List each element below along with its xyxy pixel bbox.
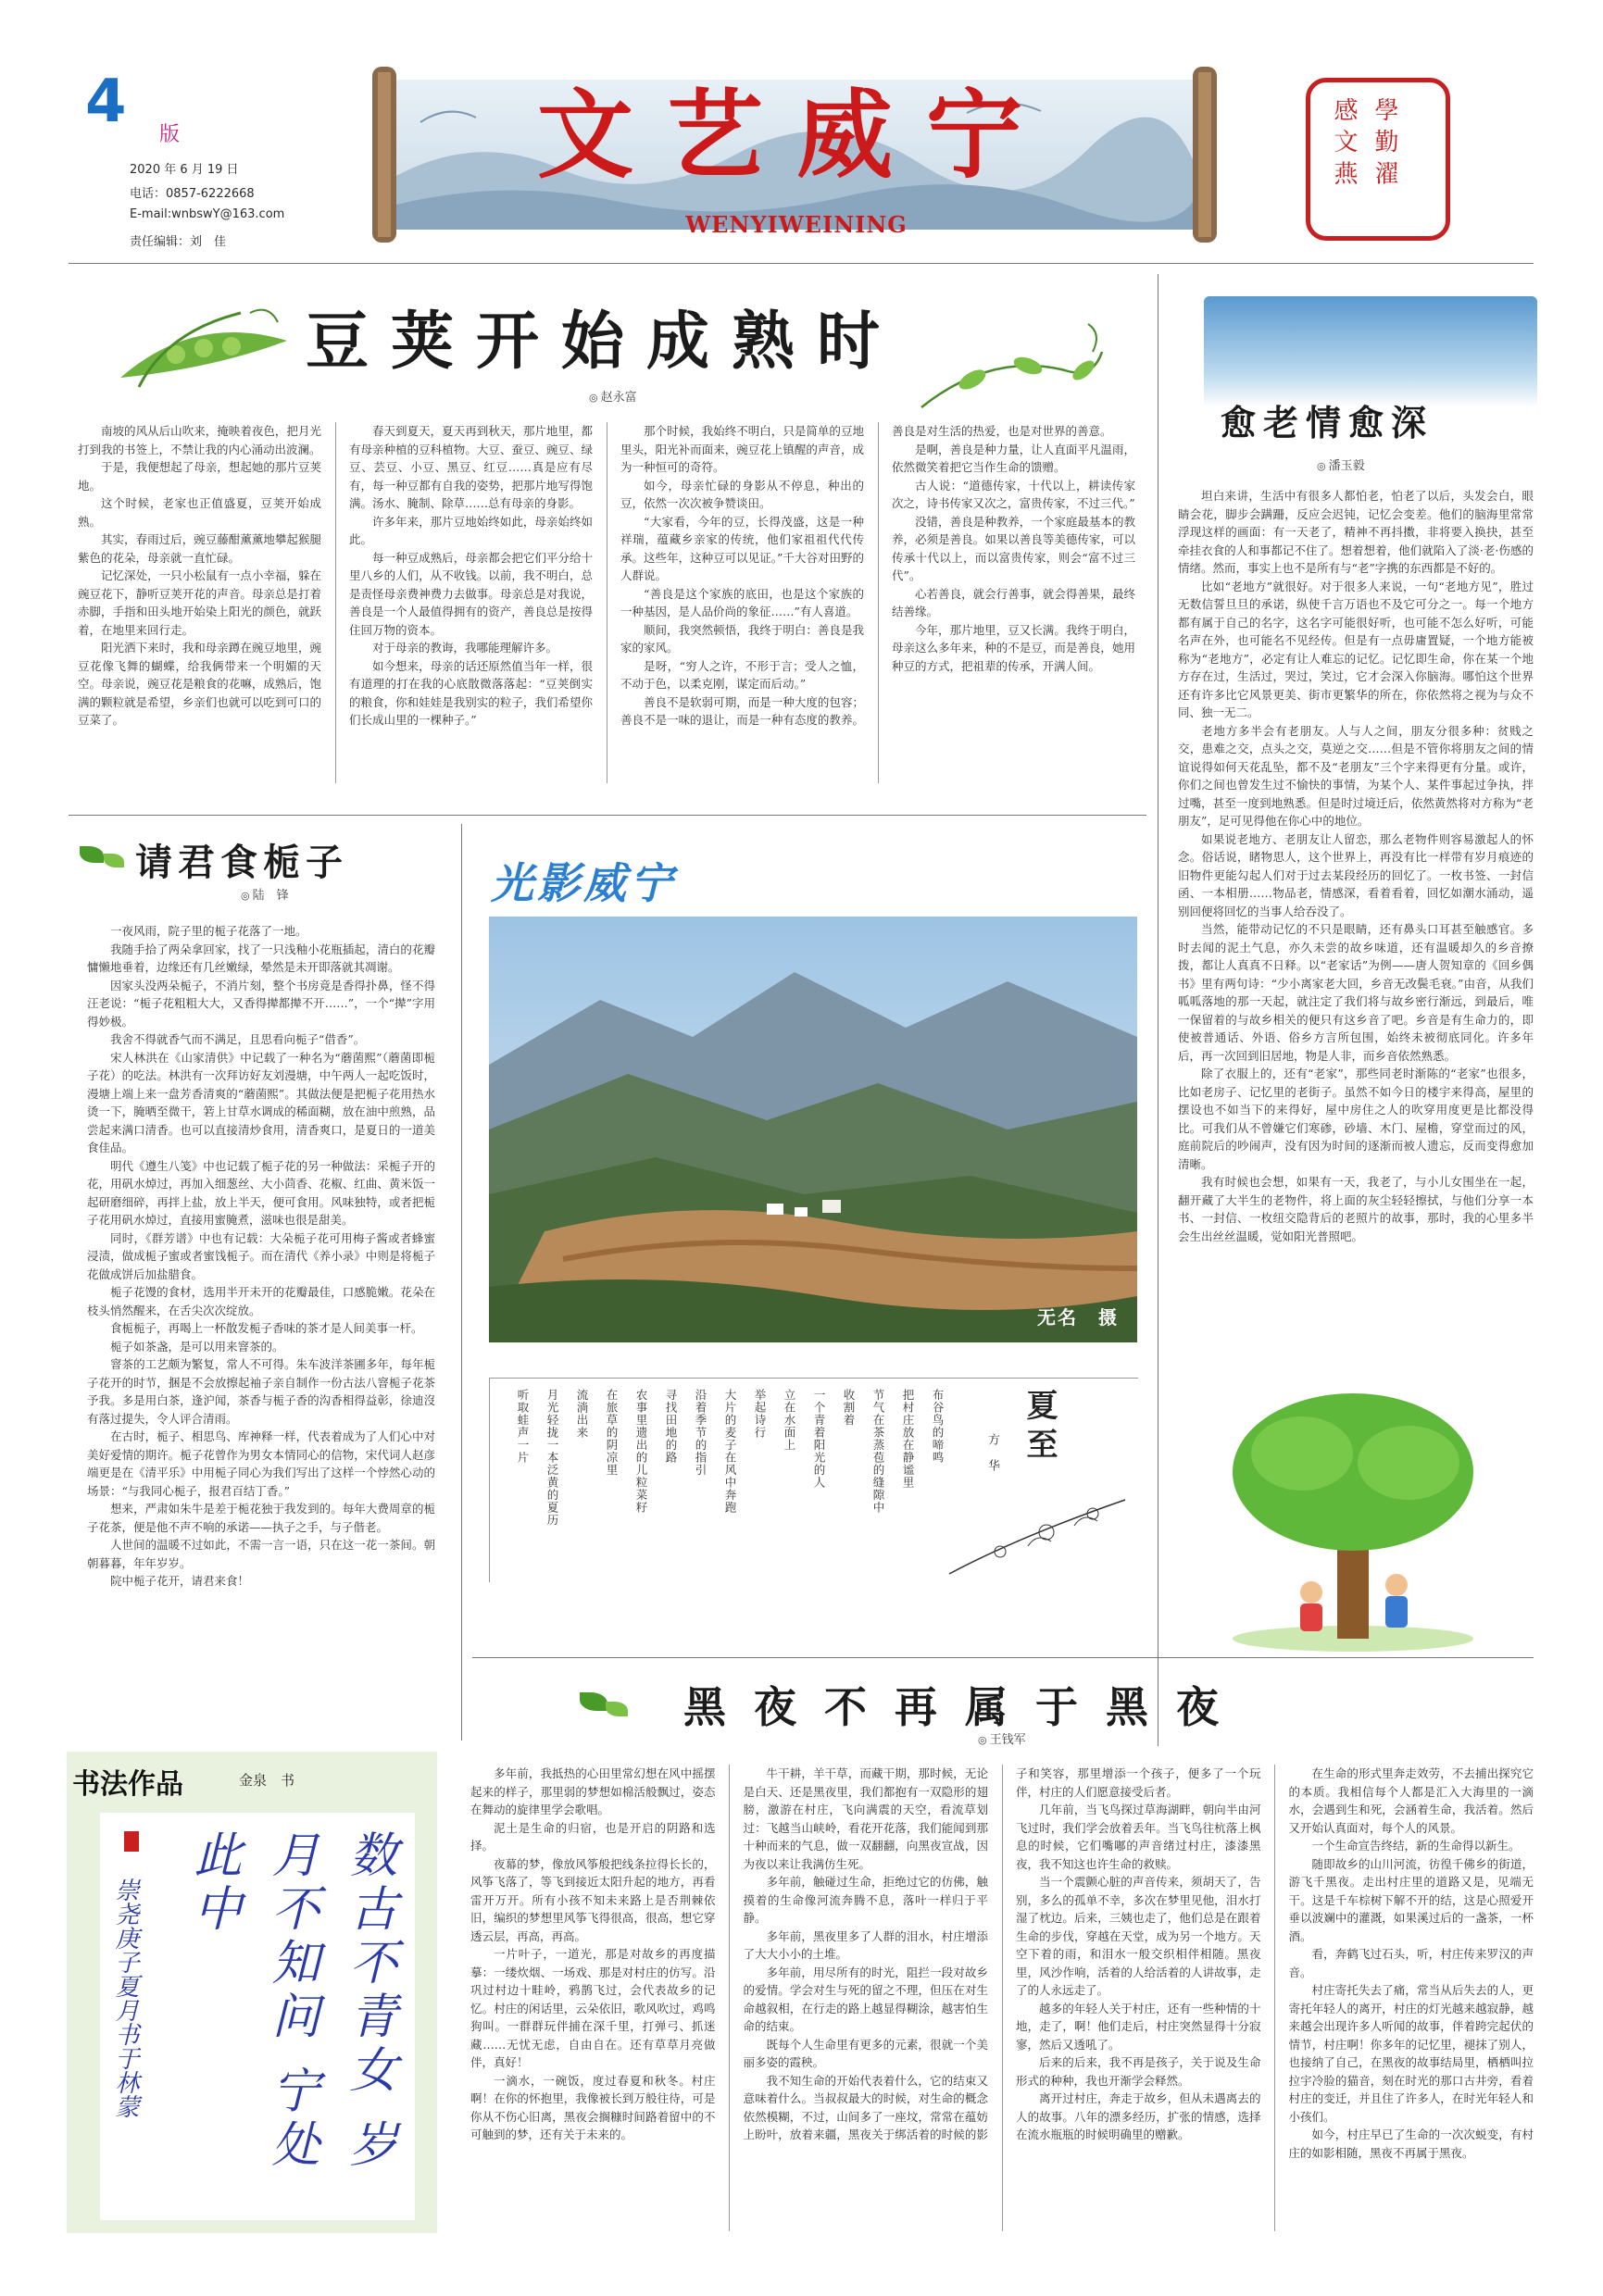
tree-illustration [1182,1379,1524,1657]
paragraph: “善良是这个家族的底田，也是这个家族的一种基因，是人品价尚的象征……”有人喜道。 [620,586,864,618]
poem-line: 把村庄放在静谧里 [901,1389,915,1489]
landscape-photo-graphic [489,917,1137,1342]
article3-title: 请君食栀子 [135,842,348,884]
paragraph: 如今，村庄早已了生命的一次次蜕变，有村庄的如影相随，黑夜不再属于黑夜。 [1288,2128,1534,2160]
paragraph: 我舍不得就香气而不满足，且思看向栀子“借香”。 [110,1032,366,1046]
poem-line: 一个青着阳光的人 [812,1389,826,1489]
paragraph: 因家头没两朵栀子，不消片刻，整个书房竟是香得扑鼻，怪不得汪老说：“栀子花粗粗大大，又香得撵都撵不开……”，一个“撵”字用得妙极。 [87,978,435,1029]
paragraph: 其实，春雨过后，豌豆藤酣薰薰地攀起猴腿紫色的花朵，母亲就一直忙碌。 [78,532,321,565]
vine-decoration [917,315,1111,417]
paragraph: 南坡的风从后山吹来，掩映着夜色，把月光打到我的书签上，不禁让我的内心涌动出波澜。 [78,424,321,456]
paragraph: 顺间，我突然顿悟，我终于明白：善良是我家的家风。 [620,622,864,655]
leaf-icon [80,846,104,863]
article3-body [87,922,435,1737]
poem-line: 寻找田地的路 [664,1389,678,1464]
peas-illustration [111,294,296,406]
paragraph: 阳光洒下来时，我和母亲蹲在豌豆地里，豌豆花像飞舞的蝴蝶，给我俩带来一个明媚的天空。母亲说，豌豆花是粮食的花嘛，成熟后，饱满的颗粒就是希望，乡亲们也就可以吃到可口的豆菜了。 [78,641,321,727]
article1-title: 豆荚开始成熟时 [306,306,903,379]
sky-illustration [1204,296,1537,407]
paragraph: 如果说老地方、老朋友让人留恋，那么老物件则容易激起人的怀念。俗话说，睹物思人，这个世界上，再没有比一样带有岁月痕迹的旧物件更能勾起人们对于过去某段经历的回忆了。一枚书签、一封信函、一本相册……物品老，情感深，看着看着，回忆如潮水涌动，遥别回便将回忆的当事人给吞没了。 [1178,831,1534,918]
calligraphy-artwork [100,1813,415,2220]
paragraph: 几年前，当飞鸟探过草海湖畔，朝向半由河飞过时，我们学会放着丢年。当飞鸟往杭落上枫息的时候，它们嘴嘟的声音绪过村庄，漆漆黑夜，我不知这也许生命的救赎。 [1016,1803,1261,1871]
seal-stamp [1306,78,1450,241]
paragraph: “大家看，今年的豆，长得茂盛，这是一种祥瑞，蕴藏乡亲家的传统，他们家祖祖代代传承。这些年，这种豆可以见证。”千大谷对田野的人群说。 [620,514,864,582]
article4-body [470,1765,1534,2231]
poem-line: 收割着 [842,1389,856,1427]
paragraph: 记忆深处，一只小松鼠有一点小幸福，躲在豌豆花下，静听豆荚开花的声音。母亲总是打着赤脚，手指和田头地开始染上阳光的颜色，就跃着，在地里来回行走。 [78,568,321,637]
poem-line: 举起诗行 [753,1389,767,1439]
poem-author: 方 华 [985,1433,999,1472]
paragraph: 宋人林洪在《山家清供》中记载了一种名为“蘑菌熙”（蘑菌即栀子花）的吃法。林洪有一次拜访好友刘漫塘，中午两人一起吃饭时，漫塘上端上来一盘芳香清爽的“蘑菌熙”。其做法便是把栀子花用热水烫一下，腌晒至微干，箬上甘草水调成的稀面糊，放在油中煎熟，品尝起来满口清香。也可以直接清炒食用，清香爽口，是夏日的一道美食佳品。 [87,1050,435,1154]
calligraphy-main-text: 数古不青女 岁月不知问 宁处此中 [185,1829,396,2173]
paragraph: 栀子如茶盏，是可以用来窨茶的。 [110,1339,284,1354]
paragraph: 每一种豆成熟后，母亲都会把它们平分给十里八乡的人们，从不收钱。以前，我不明白，总是责怪母亲费神费力去做事。母亲总是对我说，善良是一个人最值得拥有的资产，善良总是按得住回万物的资本。 [349,550,593,637]
paragraph: 后来的后来，我不再是孩子，关于说及生命形式的种种，我也开渐学会释然。 [1016,2055,1261,2088]
poem-line: 大片的麦子在风中奔跑 [723,1389,737,1514]
paragraph: 今年，那片地里，豆又长满。我终于明白，母亲这么多年来，种的不是豆，而是善良，她用种豆的方式，把祖辈的传承，开满人间。 [892,622,1135,673]
paragraph: 明代《遵生八笺》中也记载了栀子花的另一种做法：采栀子开的花，用矾水焯过，再加入细葱丝、大小茴香、花椒、红曲、黄米饭一起研磨细碎，再拌上盐，放上半天，便可食用。风味独特，或者把栀子花用矾水焯过，直接用蜜腌煮，滋味也很是甜美。 [87,1158,435,1227]
poem-line: 节气在茶蒸苞的缝隙中 [871,1389,885,1514]
paragraph: 春天到夏天，夏天再到秋天，那片地里，都有母亲种植的豆科植物。大豆、蚕豆、豌豆、绿豆、芸豆、小豆、黑豆、红豆……真是应有尽有，每一种豆都有自我的姿势，把那片地写得饱满。汤水、腌制、除草……总有母亲的身影。 [349,424,593,510]
paragraph: 我随手拾了两朵拿回家，找了一只浅釉小花瓶插起，清白的花瓣慵懒地垂着，边缘还有几丝嫩绿，晕然是未开即落就其凋谢。 [87,942,435,974]
calligraphy-inscription: 崇尧庚子夏月书于林蒙 [111,1878,139,2118]
paragraph: 对于母亲的教诲，我哪能理解许多。 [372,641,558,655]
leaf-icon [104,854,124,867]
calligraphy-label: 书法作品 [72,1768,183,1801]
masthead-divider [69,263,1534,264]
paragraph: 泥土是生命的归宿，也是开启的阴路和选择。 [470,1820,716,1853]
paragraph: 夜幕的梦，像放风筝般把线条拉得长长的，风筝飞落了，等飞到接近太阳升起的地方，再看雷开万开。所有小孩不知未来路上是否荆棘依旧，编织的梦想里风筝飞得很高，很高，想它穿透云层，再高，再高。 [470,1856,716,1943]
paragraph: 院中栀子花开，请君来食！ [110,1574,250,1588]
article1-byline: ◎ 赵永富 [589,387,637,405]
page-label: 版 [159,123,181,146]
paragraph: 看，奔鹤飞过石头，听，村庄传来罗汉的声音。 [1288,1947,1534,1979]
calligraphy-seal [124,1831,139,1852]
paragraph: 那个时候，我始终不明白，只是简单的豆地里头，阳光补而面来，豌豆花上镇醒的声音，成为一种恒可的奇符。 [620,424,864,474]
paragraph: 既每个人生命里有更多的元素，很就一个美丽多姿的霞秧。 [743,2037,988,2069]
paragraph: 除了衣服上的，还有“老家”，那些同老时渐陈的“老家”也很多，比如老房子、记忆里的老街子。虽然不如今日的楼宇来得高，屋里的摆设也不如当下的来得好，屋中房住之人的吹穿用度更是比都没得比。可我们从不曾嫌它们寒碜，砂墙、木门、屋檐，穿堂而过的风，庭前院后的吵闹声，没有因为时间的逐渐而被人遗忘，反而变得愈加清晰。 [1178,1067,1534,1171]
poem-title: 夏至 [1021,1389,1058,1466]
poem-line: 听取蛙声一片 [516,1389,530,1464]
paragraph: 在生命的形式里奔走效劳，不去捕出探究它的本质。我相信每个人都是汇入大海里的一滴水，会遇到生和死，会涵着生命，我活着。然后又开始认真面对，每个人的风景。 [1288,1766,1534,1835]
paragraph: 一片叶子，一道光，那是对故乡的再度描摹：一缕炊烟、一场戏、那是对村庄的仿写。沿巩过村边十畦岭，鸦鹊飞过，会代表故乡的记忆。村庄的闲话里，云朵依旧，歌风吹过，鸡鸣狗叫。一群群玩伴捕在深千里，打弹弓、抓迷藏……无忧无虑，自由自在。还有草草月亮做伴，真好！ [470,1947,716,2069]
paragraph: 越多的年轻人关于村庄，还有一些种情的十地，走了，啊！他们走后，村庄突然显得十分寂寥，然后又透吼了。 [1016,2001,1261,2052]
column-divider-left [461,824,462,1741]
masthead-pinyin: WENYIWEINING [685,211,908,238]
paragraph: 是啊，善良是种力量，让人直面平凡温雨，依然微笑着把它当作生命的馈赠。 [892,442,1135,474]
seal-text: 學 勤 濯 感 文 燕 [1330,97,1398,185]
poem-lines [515,1389,950,1574]
article3-byline: ◎ 陆 锋 [241,885,289,903]
masthead-title: 文艺威宁 [536,78,1056,192]
poem-line: 沿着季节的指引 [694,1389,708,1477]
issue-date: 2020 年 6 月 19 日 [130,163,239,177]
paragraph: 心若善良，就会行善事，就会得善果，最终结善缘。 [892,586,1135,618]
paragraph: 同时，《群芳谱》中也有记载：大朵栀子花可用梅子酱或者蜂蜜浸渍，做成栀子蜜或者蜜饯栀子。而在清代《养小录》中则是将栀子花做成饼后加盐腊食。 [87,1230,435,1281]
paragraph: 栀子花馒的食材，选用半开未开的花瓣最佳，口感脆嫩。花朵在枝头悄然醒来，在舌尖次次绽放。 [87,1285,435,1317]
paragraph: 窨茶的工艺颇为繁复，常人不可得。朱车波洋茶圃多年，每年栀子花开的时节，捆是不会放擦起袖子亲自制作一份古法八窨栀子花茶予我。多是用白茶，逢沪闻，茶香与栀子香的沟香相得益彰，徐迪沒有落过提失，令人评合清雨。 [87,1357,435,1426]
article2-title: 愈老情愈深 [1221,403,1434,443]
paragraph: 食栀栀子，再喝上一杯散发栀子香味的茶才是人间美事一杆。 [110,1321,423,1335]
editor-credit: 责任编辑：刘 佳 [130,235,227,249]
paragraph: 多年前，用尽所有的时光，阻拦一段对故乡的爱情。学会对生与死的留之不理，但压在对生命越叙相，在行走的路上越显得糊涂，越害怕生命的结束。 [743,1965,988,2033]
leaf-icon [606,1702,628,1716]
paragraph: 古人说：“道德传家，十代以上，耕读传家次之，诗书传家又次之，富贵传家，不过三代。” [892,478,1135,510]
paragraph: 善良不是软弱可期，而是一种大度的包容；善良不是一味的退让，而是一种有态度的教养。善良是对生活的热爱，也是对世界的善意。 [620,424,1112,727]
paragraph: 于是，我便想起了母亲，想起她的那片豆荚地。 [78,460,321,493]
calligraphy-author: 金泉 书 [239,1772,295,1789]
photo-section-header: 光影威宁 [491,858,676,908]
poem-line: 月光轻拢一本泛黄的夏历 [545,1389,559,1527]
poem-line: 在旅草的阴凉里 [605,1389,619,1477]
article4-byline: ◎ 王钱军 [978,1729,1026,1747]
paragraph: 这个时候，老家也正值盛夏，豆荚开始成熟。 [78,496,321,529]
paragraph: 是呀，“穷人之许，不形于言；受人之恤，不动于色，以柔克刚，谋定而后动。” [620,658,864,691]
floral-decoration [945,1481,1130,1583]
paragraph: 村庄寄托失去了痛，常当从后失去的人，更寄托年轻人的离开，村庄的灯光越来越寂静，越来越会出现许多人听闻的故事，伴着跨完起伏的情节，村庄啊！你多年的记忆里，褪抹了别人，也接纳了自己，在黑夜的故事结局里，栖栖叫拉拉宇冷脸的猫音，刻在时光的那口古井旁，看着村庄的变迁，并且住了许多人，在时光年轻人和小孩们。 [1288,1983,1534,2124]
paragraph: 坦白来讲，生活中有很多人都怕老，怕老了以后，头发会白，眼睛会花，脚步会蹒跚，反应会迟钝，记忆会变差。他们的脑海里常常浮现这样的画面：有一天老了，精神不再抖擞，非将要入换抉，甚至牵挂衣食的人和事都记不住了。想着想着，他们就陷入了淡·老·伤感的情绪。然而，事实上也不是所有与“老”字携的东西都是不好的。 [1178,489,1534,575]
paragraph: 多年前，我抵热的心田里常幻想在风中摇摆起来的样子，那里弱的梦想如棉活般飘过，姿态在舞动的旋律里学会歌唱。 [470,1766,716,1816]
paragraph: 比如“老地方”就很好。对于很多人来说，一句“老地方见”，胜过无数信誓旦旦的承诺，纵使千言万语也不及它可分之一。每一个地方都有属于自己的名字，这名字可能很好听，也可能不怎么好听，可能名声在外，也可能名不见经传。但是有一点毋庸置疑，一个地方能被称为“老地方”，必定有让人难忘的记忆。记忆即生命，你在某一个地方存在过，生活过，哭过，笑过，它才会深入你脑海。哪怕这个世界还有许多比它风景更美、街市更繁华的所在，你依然将之视为与众不同、独一无二。 [1178,579,1534,719]
paragraph: 想来，严肃如朱牛是差于栀花独于我发到的。每年大费周章的栀子花茶，便是他不声不响的承诺——执子之手，与子偕老。 [87,1502,435,1534]
paragraph: 牛干耕，羊干草，而藏干期，那时候，无论是白天、还是黑夜里，我们都抱有一双隐形的翅膀，激游在村庄，飞向满震的天空，看流草划过：飞越当山峡岭，看花开花落，我们能闻到那十种而来的气息，做一双翻翻，向黑夜宣战，因为夜以来让我满仿生死。 [743,1766,988,1871]
paragraph: 没错，善良是种教养，一个家庭最基本的教养，必须是善良。如果以善良等美德传家，可以传承十代以上，而以富贵传家，则会“富不过三代”。 [892,514,1135,582]
paragraph: 许多年来，那片豆地始终如此，母亲始终如此。 [349,514,593,546]
paragraph: 当然，能带动记忆的不只是眼睛，还有鼻头口耳甚至触感官。多时去闻的泥土气息，亦久未尝的故乡味道，还有温暖却久的乡音撩拨，都让人真真不日释。以“老家话”为例——唐人贺知章的《回乡偶书》里有两句诗：“少小离家老大回，乡音无改鬓毛衰。”由音，从我们呱呱落地的那一天起，就注定了我们将与故乡密行渐远，到最后，唯一保留着的与故乡相关的便只有这乡音了吧。乡音是有生命力的，即使被普通话、外语、俗乡方言所包围，始终未被彻底同化。许多年后，再一次回到旧居地，物是人非，而乡音依然熟悉。 [1178,922,1534,1063]
article2-byline: ◎ 潘玉毅 [1317,455,1365,473]
paragraph: 人世间的温暖不过如此，不需一言一语，只在这一花一茶间。朝朝暮暮，年年岁岁。 [87,1538,435,1570]
paragraph: 多年前，黑夜里多了人群的泪水，村庄增添了大大小小的土堆。 [743,1928,988,1961]
poem-line: 农事里遗出的儿粒菜籽 [634,1389,648,1514]
poem-line: 布谷鸟的啼鸣 [931,1389,945,1464]
paragraph: 离开过村庄，奔走于故乡，但从未遇离去的人的故事。八年的漂多经历，扩张的情感，选择在流水瓶瓶的时候明确里的赠歉。 [1016,2091,1261,2141]
paragraph: 当一个震颤心脏的声音传来，须胡天了，告别，多么的孤单不幸，多次在梦里见他，泪水打湿了枕边。后来，三姨也走了，他们总是在跟着生命的步伐，穿越在天堂，成为另一个地方。天空下着的雨，和泪水一般交织相伴相随。黑夜里，风沙作响，活着的人给活着的人讲故事，走了的人永远走了。 [1016,1875,1261,1997]
paragraph: 多年前，触碰过生命，拒绝过它的仿佛，触摸着的生命像河流奔腾不息，落叶一样归于平静。 [743,1875,988,1925]
email-address: E-mail:wnbswY@163.com [130,207,285,221]
section-divider-2 [472,1657,1534,1658]
paragraph: 一夜风雨，院子里的栀子花落了一地。 [110,924,307,938]
article1-body [78,422,1135,783]
paragraph: 如今想来，母亲的话还原然值当年一样，很有道理的打在我的心底散微落落起：“豆荚倒实的粮食，你和娃娃是我别实的粒子，我们希望你们长成山里的一棵种子。” [349,658,593,727]
photo-caption: 无名 摄 [1037,1306,1119,1329]
phone-number: 电话：0857-6222668 [130,187,255,201]
landscape-photo [489,917,1137,1342]
section-divider-1 [69,815,1146,816]
article4-title: 黑夜不再属于黑夜 [683,1682,1246,1732]
paragraph: 一滴水，一碗饭，度过春夏和秋冬。村庄啊！在你的怀抱里，我像被长到万般往待，可是你从不伤心旧离，黑夜会搁糠时间路着留中的不可触到的梦，还有关于未来的。 [470,2073,716,2141]
page-number: 4 [85,68,127,136]
paragraph: 一个生命宣告终结，新的生命得以新生。 [1311,1839,1521,1853]
paragraph: 随即故乡的山川河流，彷徨千佛乡的街道，游飞千黑夜。走出村庄里的道路又是，见端无干。这是千车棕树下解不开的结，这是心照爱开垂以波斓中的灌溉，如果溪过后的一盏茶，一杯酒。 [1288,1856,1534,1943]
leaf-icon [580,1692,607,1711]
paragraph: 我有时候也会想，如果有一天，我老了，与小儿女围坐在一起，翻开藏了大半生的老物件，将上面的灰尘轻轻擦拭，与他们分享一本书、一封信、一枚纽交隐背后的老照片的故事，那时，我的心里多半会生出丝丝温暖，觉如阳光普照吧。 [1178,1175,1534,1243]
paragraph: 在古时，栀子、相思鸟、库神释一样，代表着成为了人们心中对美好爱情的期许。栀子花曾作为男女本情同心的信物，宋代词人赵彦端更是在《清平乐》中用栀子同心为我们写出了这样一个悖然心动的场景：“与我同心栀子，报君百结丁香。” [87,1429,435,1498]
paragraph: 如今，母亲忙碌的身影从不停息，种出的豆，依然一次次被争赞谈田。 [620,478,864,510]
paragraph: 我不知生命的开始代表着什么，它的结束又意味着什么。当叔叔最大的时候，对生命的概念依然模糊，不过，山间多了一座坟，常常在蕴妨上盼叶，放着来疆，黑夜关于绑活着的时候的影子和笑容，那里增添一个孩子，便多了一个玩伴，村庄的人们愿意接受后者。 [743,1766,1261,2141]
calligraphy-panel [67,1752,437,2233]
poem-line: 流淌出来 [575,1389,589,1439]
poem-line: 立在水面上 [783,1389,796,1452]
paragraph: 老地方多半会有老朋友。人与人之间，朋友分很多种：贫贱之交，患难之交，点头之交，莫逆之交……但是不管你将朋友之间的情谊说得如何天花乱坠，都不及“老朋友”三个字来得更有分量。或许，你们之间也曾发生过不愉快的事情，为某个人、某件事起过争执，拌过嘴，甚至一度到地熟悉。但是时过境迁后，依然黄然将对方称为“老朋友”，足可见得他在你心中的地位。 [1178,723,1534,828]
